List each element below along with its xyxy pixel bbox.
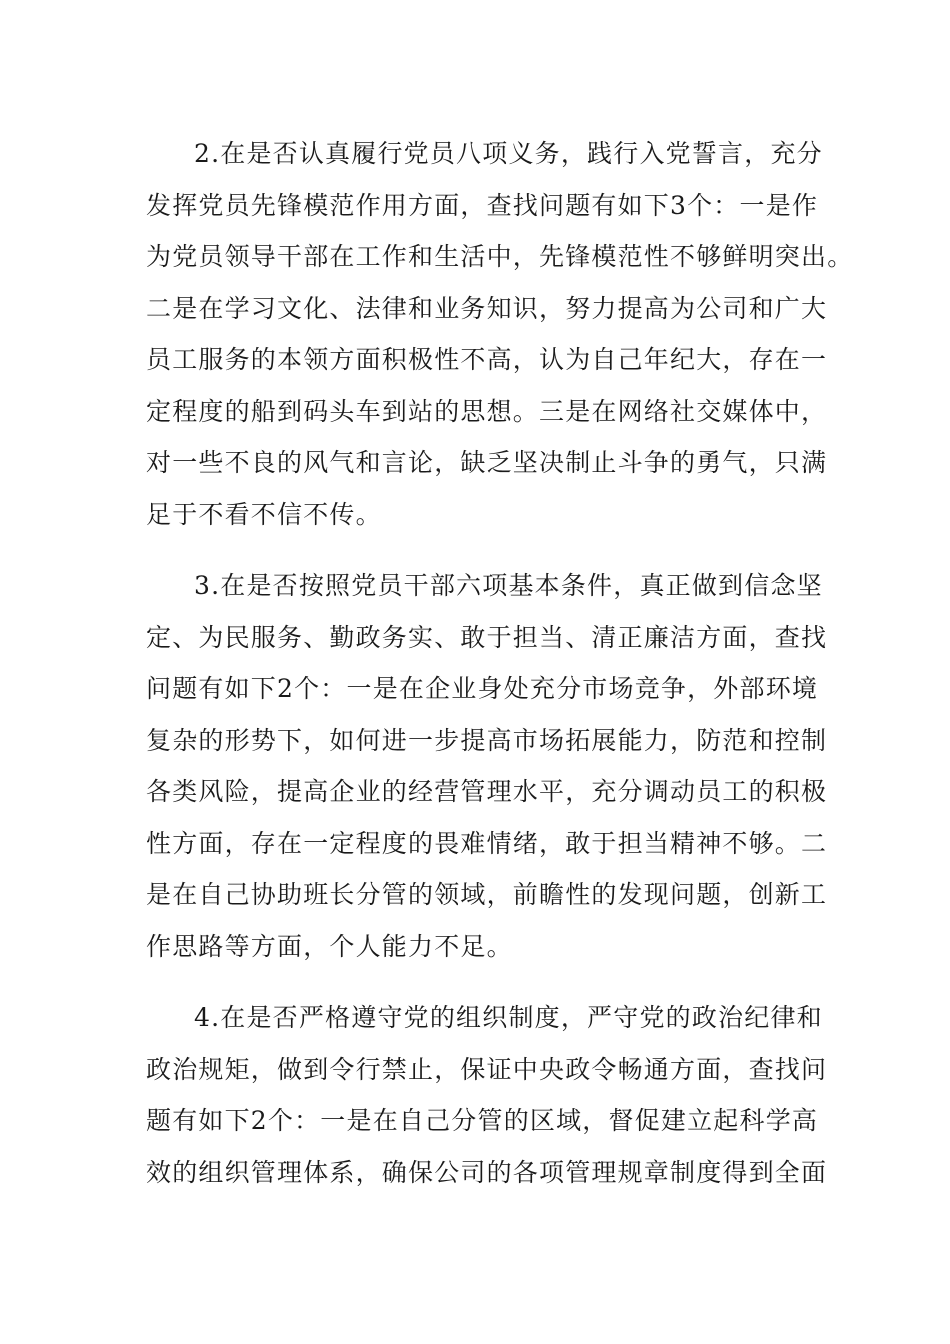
text-line: 各类风险，提高企业的经营管理水平，充分调动员工的积极 [146, 777, 828, 806]
text-line: 效的组织管理体系，确保公司的各项管理规章制度得到全面 [146, 1157, 828, 1187]
text-line: 是在自己协助班长分管的领域，前瞻性的发现问题，创新工 [146, 880, 828, 909]
text-line: 定程度的船到码头车到站的思想。三是在网络社交媒体中， [146, 396, 828, 426]
text-line: 性方面，存在一定程度的畏难情绪，敢于担当精神不够。二 [146, 828, 828, 858]
text-line: 4.在是否严格遵守党的组织制度，严守党的政治纪律和 [194, 1003, 823, 1032]
document-body [146, 128, 854, 1218]
text-line: 对一些不良的风气和言论，缺乏坚决制止斗争的勇气，只满 [146, 448, 828, 477]
paragraph-3 [146, 560, 828, 972]
text-line: 作思路等方面，个人能力不足。 [146, 931, 513, 961]
text-line: 员工服务的本领方面积极性不高，认为自己年纪大，存在一 [146, 345, 828, 374]
paragraph-4 [146, 992, 828, 1198]
text-line: 3.在是否按照党员干部六项基本条件，真正做到信念坚 [194, 571, 823, 600]
text-line: 问题有如下2个：一是在企业身处充分市场竞争，外部环境 [146, 674, 819, 703]
text-line: 二是在学习文化、法律和业务知识，努力提高为公司和广大 [146, 293, 828, 323]
text-line: 复杂的形势下，如何进一步提高市场拓展能力，防范和控制 [146, 725, 828, 755]
text-line: 定、为民服务、勤政务实、敢于担当、清正廉洁方面，查找 [146, 622, 828, 652]
text-line: 足于不看不信不传。 [146, 499, 382, 529]
text-line: 为党员领导干部在工作和生活中，先锋模范性不够鲜明突出。 [146, 242, 854, 271]
text-line: 发挥党员先锋模范作用方面，查找问题有如下3个：一是作 [146, 190, 819, 220]
text-line: 政治规矩，做到令行禁止，保证中央政令畅通方面，查找问 [146, 1054, 828, 1084]
text-line: 2.在是否认真履行党员八项义务，践行入党誓言，充分 [194, 139, 823, 168]
paragraph-2 [146, 128, 854, 540]
text-line: 题有如下2个：一是在自己分管的区域，督促建立起科学高 [146, 1106, 819, 1135]
